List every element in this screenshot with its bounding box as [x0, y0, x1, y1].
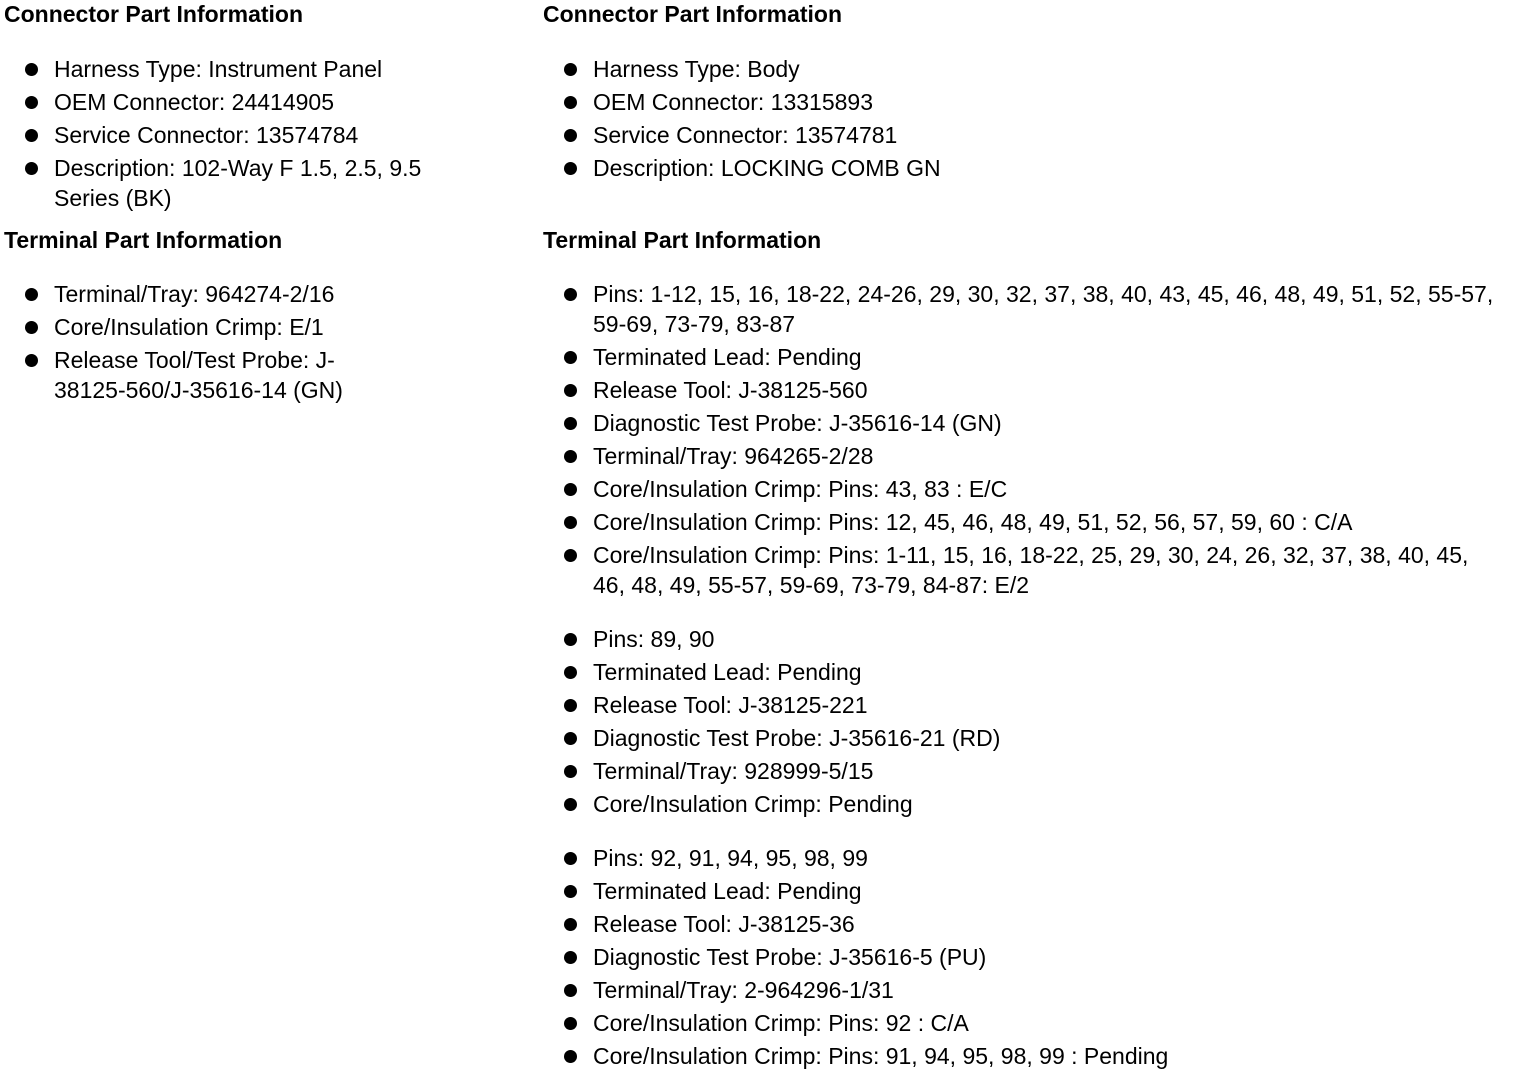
- right-terminal-title: Terminal Part Information: [543, 227, 822, 253]
- right-connector-title: Connector Part Information: [543, 1, 843, 27]
- list-item: OEM Connector: 13315893: [543, 87, 1503, 117]
- list-item: Description: 102-Way F 1.5, 2.5, 9.5 Series (BK): [4, 153, 474, 213]
- list-item: Core/Insulation Crimp: Pins: 1-11, 15, 16, 18-22, 25, 29, 30, 24, 26, 32, 37, 38, 40, 45, 46, 48, 49, 55-57, 59-69, 73-79, 84-87: E/2: [543, 540, 1473, 600]
- list-item: Core/Insulation Crimp: Pins: 91, 94, 95, 98, 99 : Pending: [543, 1041, 1498, 1071]
- list-item: Harness Type: Instrument Panel: [4, 54, 514, 84]
- bullet-icon: [564, 918, 577, 931]
- bullet-icon: [564, 852, 577, 865]
- list-item: Description: LOCKING COMB GN: [543, 153, 1503, 183]
- bullet-icon: [564, 1017, 577, 1030]
- list-item: Terminal/Tray: 964274-2/16: [4, 279, 424, 309]
- right-terminal-group-2: [543, 624, 1498, 822]
- bullet-icon: [564, 516, 577, 529]
- list-item: Core/Insulation Crimp: E/1: [4, 312, 424, 342]
- bullet-icon: [25, 129, 38, 142]
- list-item: Release Tool: J-38125-221: [543, 690, 1498, 720]
- list-item: Service Connector: 13574784: [4, 120, 514, 150]
- bullet-icon: [564, 129, 577, 142]
- list-item: Terminated Lead: Pending: [543, 657, 1498, 687]
- list-item: Core/Insulation Crimp: Pins: 12, 45, 46, 48, 49, 51, 52, 56, 57, 59, 60 : C/A: [543, 507, 1498, 537]
- list-item: Release Tool: J-38125-560: [543, 375, 1498, 405]
- list-item: Diagnostic Test Probe: J-35616-14 (GN): [543, 408, 1498, 438]
- list-item: Core/Insulation Crimp: Pins: 92 : C/A: [543, 1008, 1498, 1038]
- right-connector-list: [543, 54, 1503, 186]
- bullet-icon: [564, 732, 577, 745]
- list-item: Diagnostic Test Probe: J-35616-21 (RD): [543, 723, 1498, 753]
- bullet-icon: [25, 63, 38, 76]
- list-item: OEM Connector: 24414905: [4, 87, 514, 117]
- list-item: Core/Insulation Crimp: Pins: 43, 83 : E/C: [543, 474, 1498, 504]
- bullet-icon: [25, 288, 38, 301]
- bullet-icon: [25, 96, 38, 109]
- bullet-icon: [564, 417, 577, 430]
- bullet-icon: [564, 549, 577, 562]
- list-item: Service Connector: 13574781: [543, 120, 1503, 150]
- list-item: Terminal/Tray: 964265-2/28: [543, 441, 1498, 471]
- left-connector-list: [4, 54, 514, 216]
- bullet-icon: [564, 351, 577, 364]
- list-item: Terminated Lead: Pending: [543, 876, 1498, 906]
- bullet-icon: [564, 951, 577, 964]
- bullet-icon: [564, 666, 577, 679]
- list-item: Terminal/Tray: 2-964296-1/31: [543, 975, 1498, 1005]
- right-terminal-group-1: [543, 279, 1498, 603]
- left-terminal-title: Terminal Part Information: [4, 227, 283, 253]
- bullet-icon: [564, 1050, 577, 1063]
- bullet-icon: [564, 798, 577, 811]
- left-connector-title: Connector Part Information: [4, 1, 304, 27]
- bullet-icon: [25, 321, 38, 334]
- bullet-icon: [564, 483, 577, 496]
- list-item: Pins: 89, 90: [543, 624, 1498, 654]
- list-item: Core/Insulation Crimp: Pending: [543, 789, 1498, 819]
- left-terminal-list: [4, 279, 424, 408]
- list-item: Release Tool/Test Probe: J-38125-560/J-35616-14 (GN): [4, 345, 354, 405]
- list-item: Harness Type: Body: [543, 54, 1503, 84]
- bullet-icon: [25, 354, 38, 367]
- bullet-icon: [564, 450, 577, 463]
- bullet-icon: [564, 384, 577, 397]
- right-terminal-group-3: [543, 843, 1498, 1074]
- list-item: Diagnostic Test Probe: J-35616-5 (PU): [543, 942, 1498, 972]
- bullet-icon: [564, 885, 577, 898]
- bullet-icon: [564, 984, 577, 997]
- bullet-icon: [564, 63, 577, 76]
- list-item: Pins: 92, 91, 94, 95, 98, 99: [543, 843, 1498, 873]
- bullet-icon: [564, 699, 577, 712]
- bullet-icon: [564, 96, 577, 109]
- bullet-icon: [564, 162, 577, 175]
- bullet-icon: [564, 633, 577, 646]
- bullet-icon: [564, 288, 577, 301]
- bullet-icon: [564, 765, 577, 778]
- list-item: Terminated Lead: Pending: [543, 342, 1498, 372]
- list-item: Pins: 1-12, 15, 16, 18-22, 24-26, 29, 30, 32, 37, 38, 40, 43, 45, 46, 48, 49, 51, 52, 55-57, 59-69, 73-79, 83-87: [543, 279, 1498, 339]
- bullet-icon: [25, 162, 38, 175]
- list-item: Terminal/Tray: 928999-5/15: [543, 756, 1498, 786]
- list-item: Release Tool: J-38125-36: [543, 909, 1498, 939]
